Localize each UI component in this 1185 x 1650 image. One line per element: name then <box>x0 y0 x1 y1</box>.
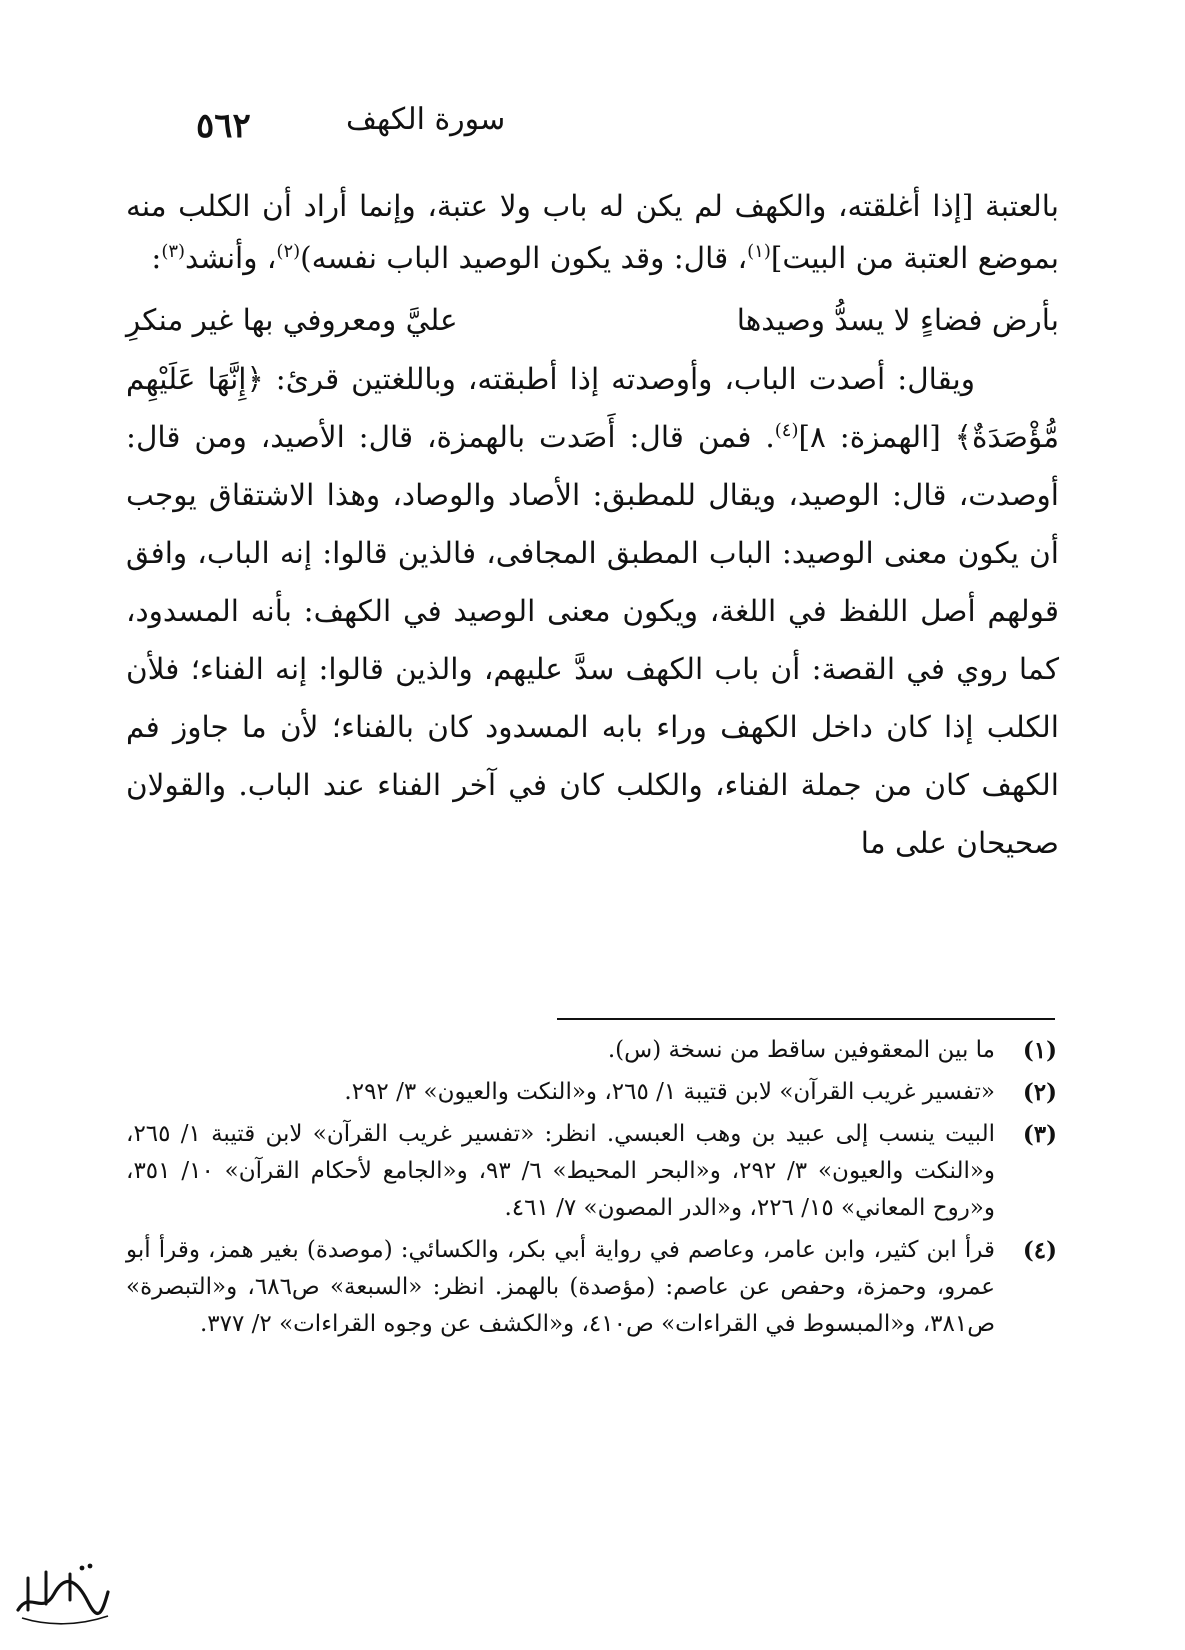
footnote-text: البيت ينسب إلى عبيد بن وهب العبسي. انظر: «تفسير غريب القرآن» لابن قتيبة ١/ ٢٦٥، و«النكت والعيون» ٣/ ٢٩٢، و«البحر المحيط» ٦/ ٩٣، و«الجامع لأحكام القرآن» ١٠/ ٣٥١، و«روح المعاني» ١٥/ ٢٢٦، و«الدر المصون» ٧/ ٤٦١. <box>126 1121 996 1221</box>
footnote-number: (٢) <box>1022 1079 1057 1106</box>
footnote-ref-2: (٢) <box>276 241 301 263</box>
paragraph-main <box>126 350 1059 872</box>
footnote-text: ما بين المعقوفين ساقط من نسخة (س). <box>607 1037 995 1063</box>
main-text-part-a: ويقال: أصدت الباب، وأوصدته إذا أطبقته، وباللغتين قرئ: ﴿إِنَّهَا عَلَيْهِم مُّؤْصَدَةٌ﴾ [الهمزة: ٨] <box>126 362 1059 454</box>
footnote-text: «تفسير غريب القرآن» لابن قتيبة ١/ ٢٦٥، و«النكت والعيون» ٣/ ٢٩٢. <box>344 1079 995 1105</box>
page-number: ٥٦٢ <box>196 106 251 146</box>
footnote-text: قرأ ابن كثير، وابن عامر، وعاصم في رواية أبي بكر، والكسائي: (موصدة) بغير همز، وقرأ أبو عمرو، وحمزة، وحفص عن عاصم: (مؤصدة) بالهمز. انظر: «السبعة» ص٦٨٦، و«التبصرة» ص٣٨١، و«المبسوط في القراءات» ص٤١٠، و«الكشف عن وجوه القراءات» ٢/ ٣٧٧. <box>126 1237 995 1337</box>
footnote <box>126 1232 1057 1343</box>
verse-first-hemistich: بأرض فضاءٍ لا يسدُّ وصيدها <box>736 303 1059 337</box>
footnote <box>126 1116 1057 1227</box>
footnote <box>126 1074 1057 1111</box>
paragraph-intro <box>126 180 1059 284</box>
intro-colon: : <box>151 241 162 275</box>
intro-text: بالعتبة [إذا أغلقته، والكهف لم يكن له باب ولا عتبة، وإنما أراد أن الكلب منه بموضع العتبة من البيت] <box>126 189 1059 275</box>
page-header <box>130 96 1055 156</box>
footnote <box>126 1032 1057 1069</box>
running-title: سورة الكهف <box>346 102 506 137</box>
poetry-verse <box>126 290 1059 350</box>
footnote-number: (٣) <box>1022 1121 1057 1148</box>
footnote-ref-1: (١) <box>747 241 771 263</box>
footnote-ref-3: (٣) <box>161 241 186 263</box>
intro-continued: ، قال: وقد يكون الوصيد الباب نفسه) <box>300 241 748 275</box>
intro-end: ، وأنشد <box>185 241 277 275</box>
footnote-separator <box>557 1018 1055 1020</box>
footnote-number: (٤) <box>1022 1237 1057 1264</box>
main-text-part-b: . فمن قال: أَصَدت بالهمزة، قال: الأصيد، ومن قال: أوصدت، قال: الوصيد، ويقال للمطبق: الأصاد والوصاد، وهذا الاشتقاق يوجب أن يكون معنى الوصيد: الباب المطبق المجافى، فالذين قالوا: إنه الباب، وافق قولهم أصل اللفظ في اللغة، ويكون معنى الوصيد في الكهف: بأنه المسدود، كما روي في القصة: أن باب الكهف سدَّ عليهم، والذين قالوا: إنه الفناء؛ فلأن الكلب إذا كان داخل الكهف وراء بابه المسدود كان بالفناء؛ لأن ما جاوز فم الكهف كان من جملة الفناء، والكلب كان في آخر الفناء عند الباب. والقولان صحيحان على ما <box>126 420 1059 860</box>
footnote-ref-4: (٤) <box>774 420 799 442</box>
publisher-logo-icon <box>8 1552 114 1632</box>
main-text <box>126 180 1059 872</box>
footnote-number: (١) <box>1022 1037 1057 1064</box>
verse-second-hemistich: عليَّ ومعروفي بها غير منكرِ <box>126 303 458 337</box>
footnotes <box>126 1032 1057 1348</box>
